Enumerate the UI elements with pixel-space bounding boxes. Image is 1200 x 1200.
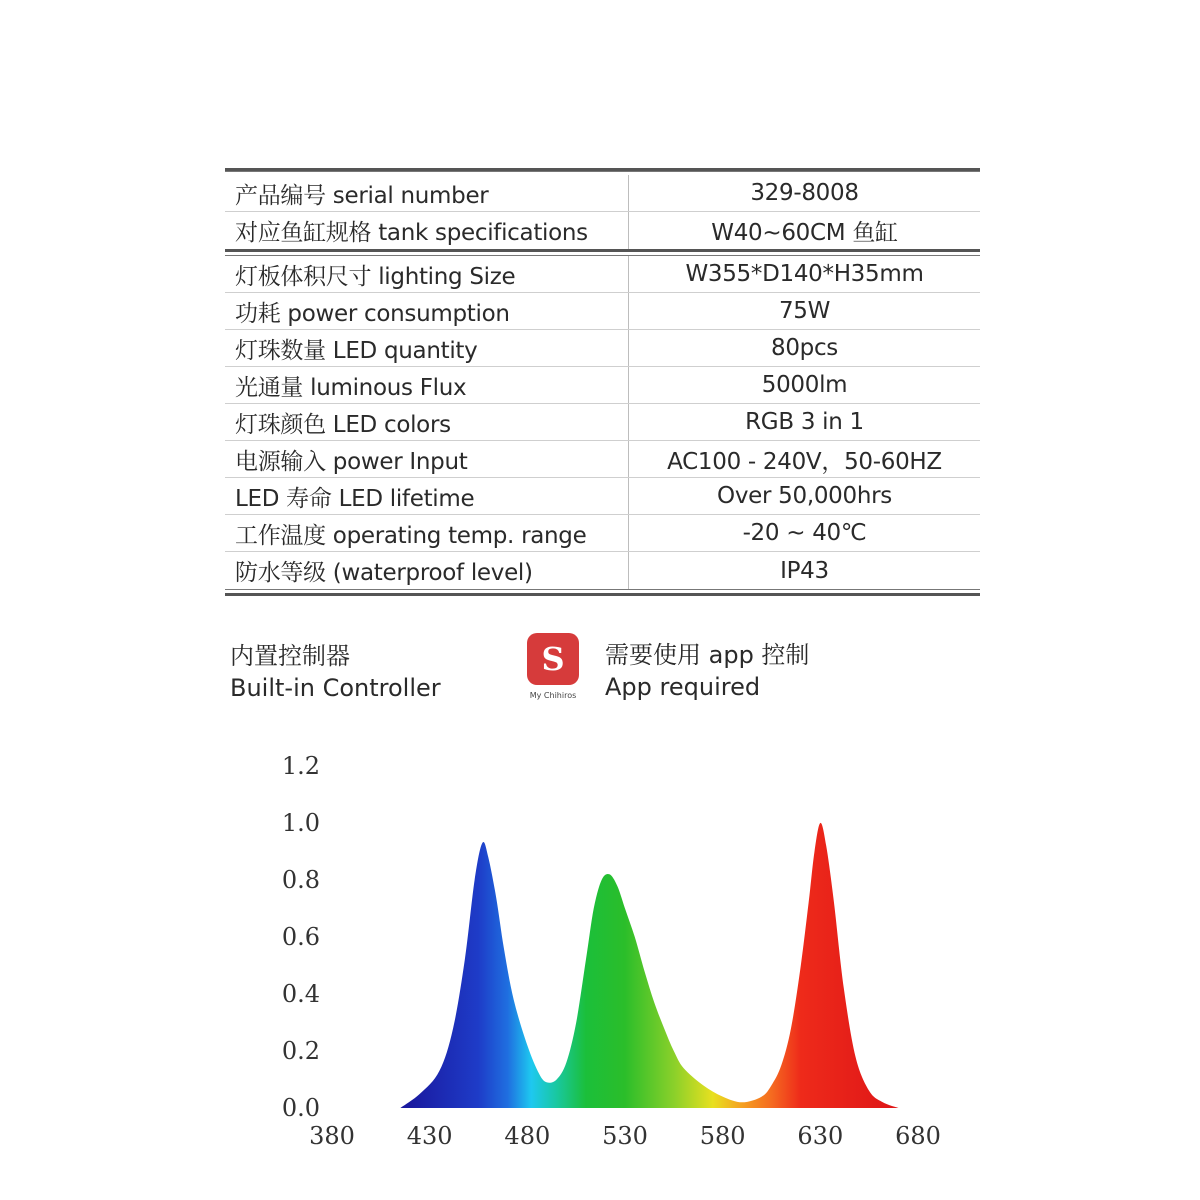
spec-group-1	[225, 175, 980, 249]
spec-group-2	[225, 256, 980, 589]
spectrum-area	[400, 823, 898, 1108]
spec-label: 灯珠数量 LED quantity	[225, 330, 629, 366]
spec-label: 灯板体积尺寸 lighting Size	[225, 256, 629, 292]
table-group-divider	[225, 249, 980, 256]
x-axis-ticks	[309, 1122, 941, 1150]
y-tick-label: 0.6	[281, 923, 320, 951]
table-row	[225, 256, 980, 293]
x-tick-label: 630	[797, 1122, 844, 1150]
spec-value: AC100 - 240V，50-60HZ	[667, 448, 942, 475]
x-tick-label: 580	[699, 1122, 746, 1150]
spec-label: 工作温度 operating temp. range	[225, 515, 629, 551]
spec-label: LED 寿命 LED lifetime	[225, 478, 629, 514]
x-tick-label: 680	[895, 1122, 941, 1150]
y-axis-ticks	[282, 752, 320, 1122]
spec-value: Over 50,000hrs	[717, 483, 892, 509]
chihiros-logo-icon	[527, 633, 579, 685]
y-tick-label: 1.2	[281, 752, 320, 780]
controller-title-cn: 内置控制器	[230, 642, 350, 670]
table-row	[225, 293, 980, 330]
spec-label: 产品编号 serial number	[225, 175, 629, 211]
x-tick-label: 380	[309, 1122, 355, 1150]
spec-value: 80pcs	[771, 335, 838, 361]
y-tick-label: 1.0	[281, 809, 320, 837]
table-bottom-rule	[225, 589, 980, 596]
app-info	[527, 633, 809, 703]
table-row	[225, 330, 980, 367]
table-row	[225, 175, 980, 212]
spec-value: IP43	[780, 557, 829, 584]
app-logo-letter: S	[541, 640, 565, 678]
table-row	[225, 404, 980, 441]
table-row	[225, 212, 980, 249]
spec-label: 功耗 power consumption	[225, 293, 629, 329]
y-tick-label: 0.0	[281, 1094, 320, 1122]
spec-value: 75W	[778, 298, 831, 324]
table-row	[225, 552, 980, 589]
controller-info	[230, 640, 441, 704]
spec-value: W355*D140*H35mm	[685, 261, 924, 287]
spec-value: W40~60CM 鱼缸	[711, 220, 898, 246]
app-logo	[527, 633, 579, 703]
spec-label: 灯珠颜色 LED colors	[225, 404, 629, 440]
app-logo-name: My Chihiros	[529, 691, 577, 700]
spec-label: 电源输入 power Input	[225, 441, 629, 477]
spec-value: 329-8008	[750, 180, 859, 206]
spec-label: 光通量 luminous Flux	[225, 367, 629, 403]
spec-label: 防水等级 (waterproof level)	[225, 552, 629, 589]
y-tick-label: 0.8	[281, 866, 320, 894]
x-tick-label: 530	[602, 1122, 648, 1150]
x-tick-label: 430	[406, 1122, 453, 1150]
app-title-cn: 需要使用 app 控制	[605, 641, 810, 669]
spec-label: 对应鱼缸规格 tank specifications	[225, 212, 629, 249]
spec-table	[225, 168, 980, 596]
app-text	[605, 639, 809, 703]
spec-value: RGB 3 in 1	[745, 409, 864, 435]
spec-value: -20 ~ 40℃	[742, 520, 867, 546]
table-row	[225, 367, 980, 404]
table-row	[225, 478, 980, 515]
controller-title-en: Built-in Controller	[230, 674, 441, 702]
app-title-en: App required	[605, 673, 761, 701]
y-tick-label: 0.4	[281, 980, 320, 1008]
table-row	[225, 515, 980, 552]
table-row	[225, 441, 980, 478]
y-tick-label: 0.2	[281, 1037, 320, 1065]
x-tick-label: 480	[504, 1122, 551, 1150]
spec-value: 5000lm	[761, 372, 848, 398]
spectrum-chart	[250, 740, 970, 1170]
